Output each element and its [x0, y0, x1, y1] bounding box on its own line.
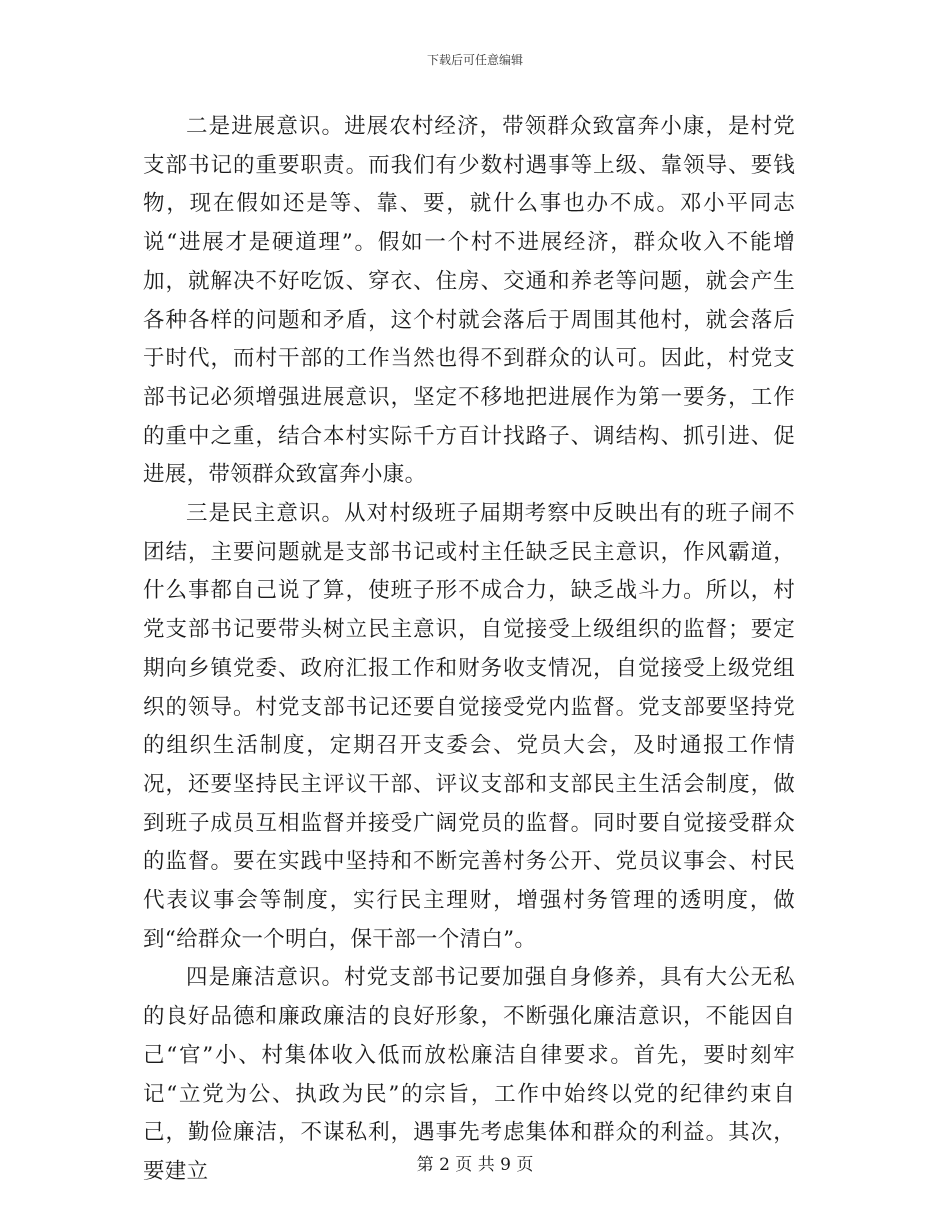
- page-header-note: 下载后可任意编辑: [426, 53, 523, 67]
- page-number: 第 2 页 共 9 页: [416, 1155, 534, 1175]
- document-body: [143, 108, 795, 1192]
- paragraph-development-awareness: 二是进展意识。进展农村经济，带领群众致富奔小康，是村党支部书记的重要职责。而我们有少数村遇事等上级、靠领导、要钱物，现在假如还是等、靠、要，就什么事也办不成。邓小平同志说“进展才是硬道理”。假如一个村不进展经济，群众收入不能增加，就解决不好吃饭、穿衣、住房、交通和养老等问题，就会产生各种各样的问题和矛盾，这个村就会落后于周围其他村，就会落后于时代，而村干部的工作当然也得不到群众的认可。因此，村党支部书记必须增强进展意识，坚定不移地把进展作为第一要务，工作的重中之重，结合本村实际千方百计找路子、调结构、抓引进、促进展，带领群众致富奔小康。: [143, 114, 795, 488]
- paragraph-integrity-awareness: 四是廉洁意识。村党支部书记要加强自身修养，具有大公无私的良好品德和廉政廉洁的良好形象，不断强化廉洁意识，不能因自己“官”小、村集体收入低而放松廉洁自律要求。首先，要时刻牢记“立党为公、执政为民”的宗旨，工作中始终以党的纪律约束自己，勤俭廉洁，不谋私利，遇事先考虑集体和群众的利益。其次，要建立: [143, 965, 795, 1184]
- paragraph-democracy-awareness: 三是民主意识。从对村级班子届期考察中反映出有的班子闹不团结，主要问题就是支部书记或村主任缺乏民主意识，作风霸道，什么事都自己说了算，使班子形不成合力，缺乏战斗力。所以，村党支部书记要带头树立民主意识，自觉接受上级组织的监督；要定期向乡镇党委、政府汇报工作和财务收支情况，自觉接受上级党组织的领导。村党支部书记还要自觉接受党内监督。党支部要坚持党的组织生活制度，定期召开支委会、党员大会，及时通报工作情况，还要坚持民主评议干部、评议支部和支部民主生活会制度，做到班子成员互相监督并接受广阔党员的监督。同时要自觉接受群众的监督。要在实践中坚持和不断完善村务公开、党员议事会、村民代表议事会等制度，实行民主理财，增强村务管理的透明度，做到“给群众一个明白，保干部一个清白”。: [143, 501, 795, 952]
